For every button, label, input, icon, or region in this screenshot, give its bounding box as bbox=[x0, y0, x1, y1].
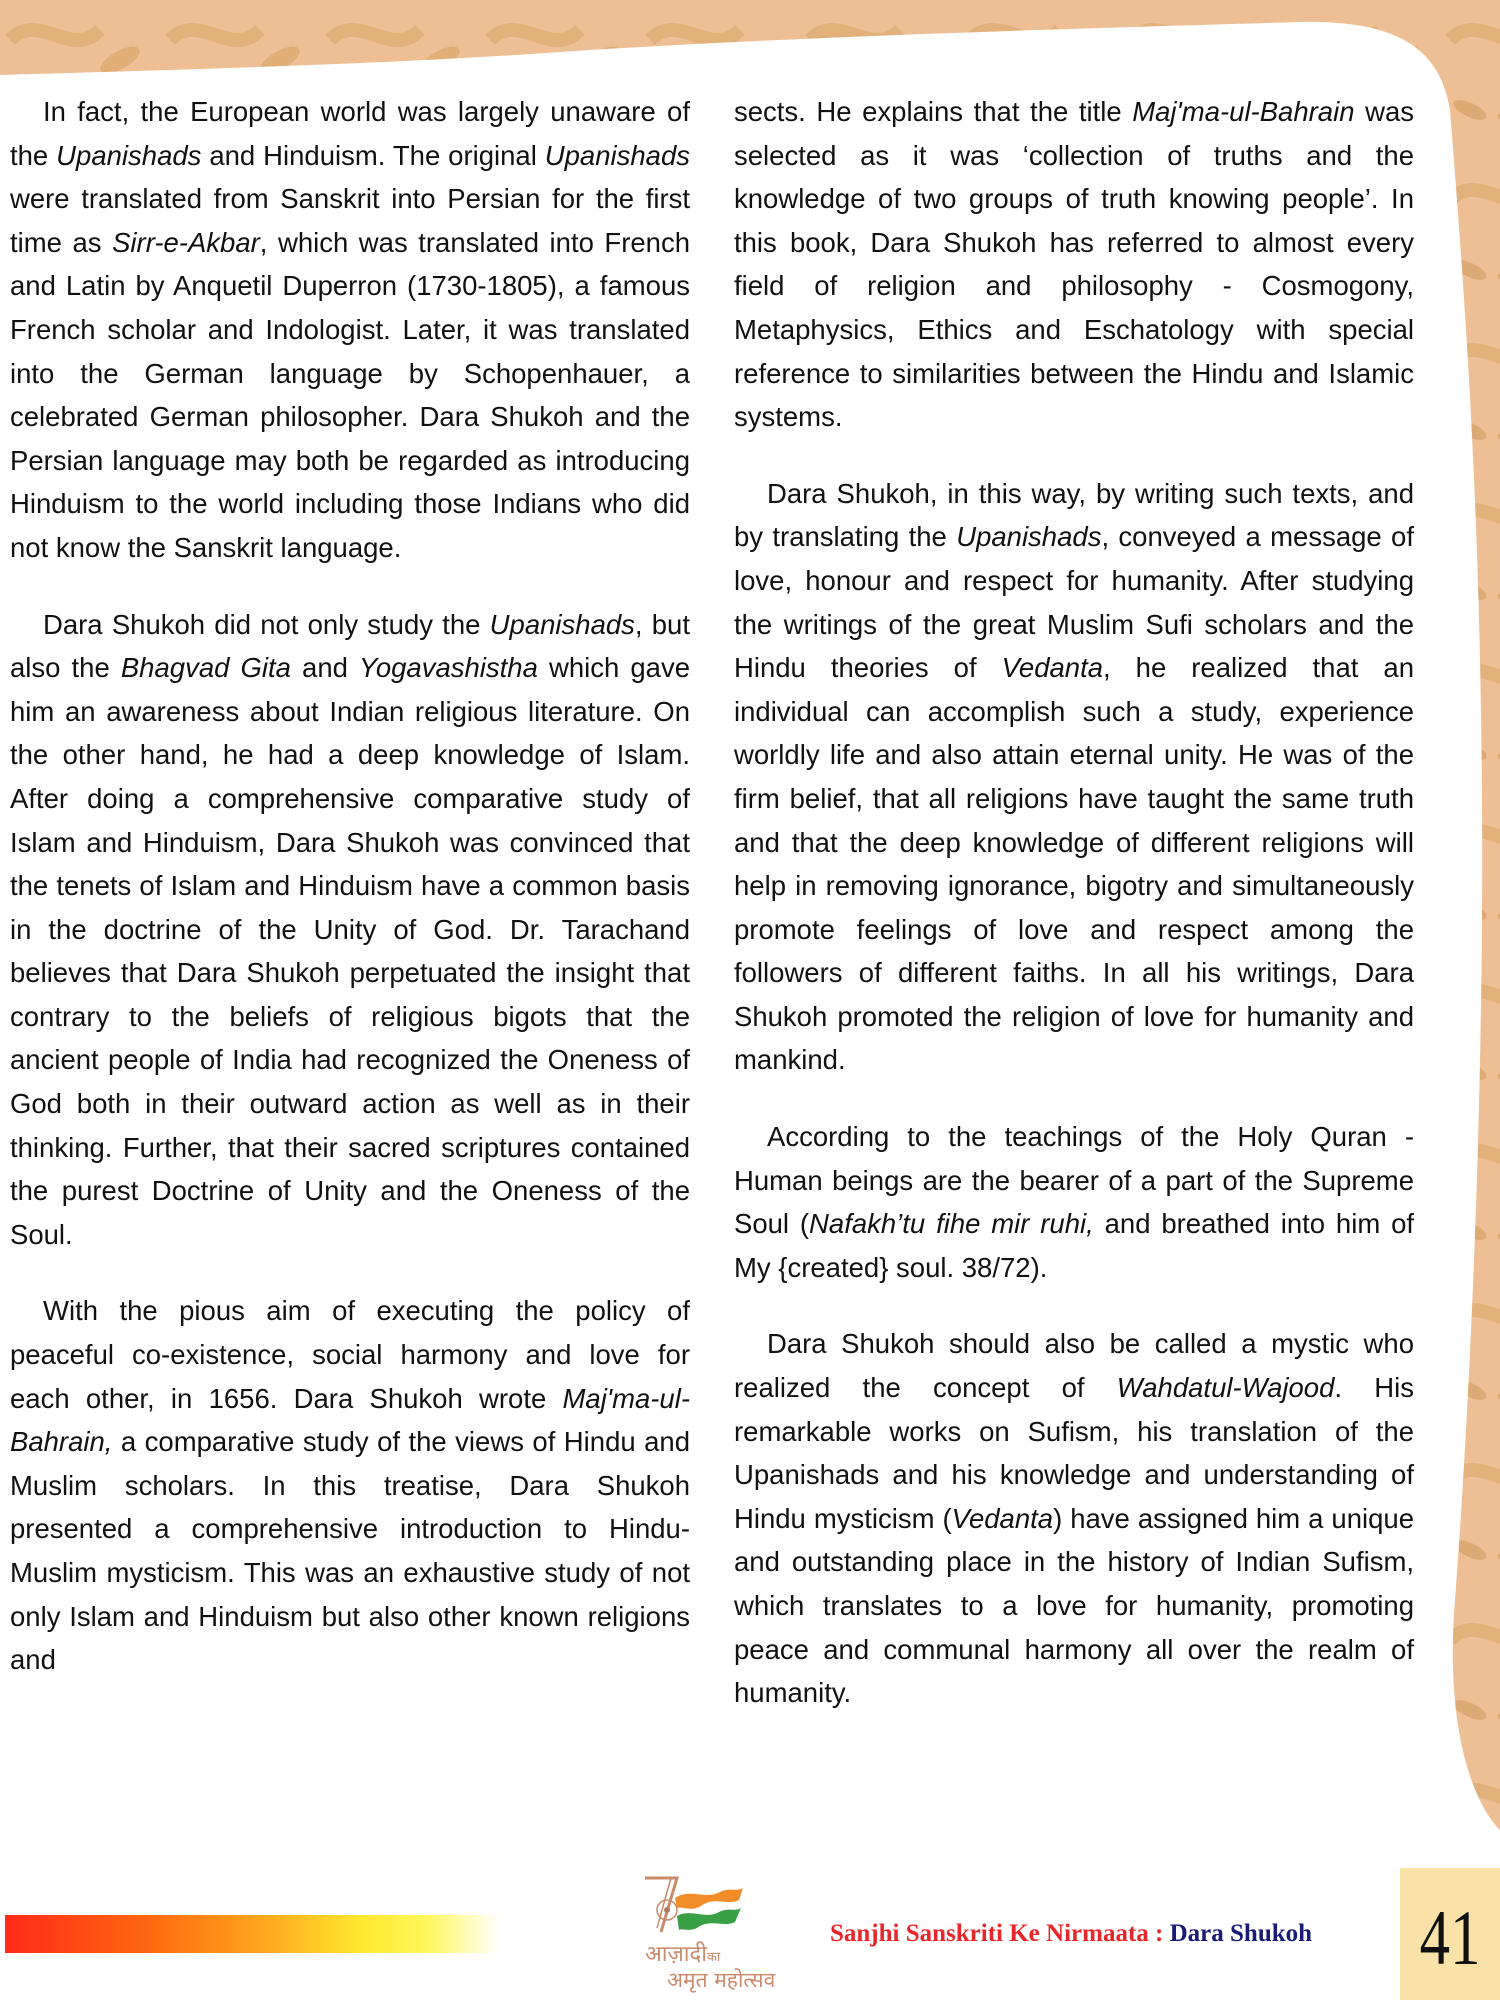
page-number-box bbox=[1400, 1868, 1500, 2000]
text-run: According to the teachings of the Holy Quran - Human beings are the bearer of a part of the Supreme Soul ( bbox=[734, 1121, 1414, 1240]
logo-text: आज़ादी bbox=[645, 1942, 707, 1967]
logo-hindi-line-1 bbox=[645, 1938, 720, 1968]
right-text-column bbox=[734, 90, 1414, 1748]
text-run: Dara Shukoh should also be called a mystic who realized the concept of bbox=[734, 1328, 1414, 1404]
paragraph bbox=[734, 90, 1414, 439]
text-run: sects. He explains that the title bbox=[734, 96, 1133, 127]
italic-term: Upanishads bbox=[489, 608, 635, 640]
paragraph bbox=[734, 472, 1414, 1082]
italic-term: Vedanta bbox=[951, 1502, 1054, 1534]
text-run: Dara Shukoh did not only study the bbox=[43, 608, 490, 640]
italic-term: Sirr-e-Akbar bbox=[112, 226, 260, 258]
italic-term: Upanishads bbox=[56, 139, 202, 171]
logo-hindi-line-2: अमृत महोत्सव bbox=[667, 1968, 776, 1992]
text-run: which gave him an awareness about Indian religious literature. On the other hand, he had a deep knowledge of Islam. After doing a comprehensive comparative study of Islam and Hinduism, Dara Shukoh was convinced that the tenets of Islam and Hinduism have a common basis in the doctrine of the Unity of God. Dr. Tarachand believes that Dara Shukoh perpetuated the insight that contrary to the beliefs of religious bigots that the ancient people of India had recognized the Oneness of God both in their outward action as well as in their thinking. Further, that their sacred scriptures contained the purest Doctrine of Unity and the Oneness of the Soul. bbox=[10, 652, 690, 1250]
paragraph bbox=[734, 1115, 1414, 1289]
footer-series-title: Sanjhi Sanskriti Ke Nirmaata : bbox=[830, 1920, 1170, 1947]
italic-term: Nafakh’tu fihe mir ruhi, bbox=[809, 1208, 1094, 1240]
text-run: and bbox=[290, 652, 359, 684]
italic-term: Bhagvad Gita bbox=[120, 652, 291, 684]
italic-term: Maj'ma-ul-Bahrain bbox=[1132, 96, 1355, 127]
text-run: Dara Shukoh, in this way, by writing such texts, and by translating the bbox=[734, 477, 1414, 553]
italic-term: Wahdatul-Wajood bbox=[1116, 1372, 1335, 1404]
page-number: 41 bbox=[1419, 1894, 1481, 1981]
paragraph bbox=[734, 1322, 1414, 1714]
paragraph bbox=[10, 90, 690, 570]
text-run: , he realized that an individual can accomplish such a study, experience worldly life and also attain eternal unity. He was of the firm belief, that all religions have taught the same truth and that the deep knowledge of different religions will help in removing ignorance, bigotry and simultaneously promote feelings of love and respect among the followers of different faiths. In all his writings, Dara Shukoh promoted the religion of love for humanity and mankind. bbox=[734, 652, 1414, 1076]
italic-term: Vedanta bbox=[1001, 652, 1104, 684]
paragraph bbox=[10, 1289, 690, 1681]
italic-term: Maj'ma-ul-Bahrain, bbox=[10, 1382, 690, 1458]
footer-subject-name: Dara Shukoh bbox=[1169, 1920, 1313, 1947]
text-run: a comparative study of the views of Hindu and Muslim scholars. In this treatise, Dara Shukoh presented a comprehensive introduction to Hindu-Muslim mysticism. This was an exhaustive study of not only Islam and Hinduism but also other known religions and bbox=[10, 1426, 690, 1676]
gradient-decorative-bar bbox=[5, 1915, 500, 1953]
text-run: were translated from Sanskrit into Persian for the first time as bbox=[10, 183, 690, 258]
azadi-ka-amrit-mahotsav-logo bbox=[605, 1870, 785, 1995]
text-run: ) have assigned him a unique and outstanding place in the history of Indian Sufism, which translates to a love for humanity, promoting peace and communal harmony all over the realm of humanity. bbox=[734, 1502, 1415, 1709]
logo-text-small: का bbox=[706, 1950, 721, 1965]
running-footer-title bbox=[830, 1920, 1312, 1948]
flag-75-icon bbox=[605, 1870, 785, 1940]
text-run: . His remarkable works on Sufism, his translation of the Upanishads and his knowledge and understanding of Hindu mysticism ( bbox=[734, 1372, 1414, 1534]
italic-term: Yogavashistha bbox=[359, 652, 538, 684]
text-run: and Hinduism. The original bbox=[201, 139, 545, 171]
left-text-column bbox=[10, 90, 690, 1715]
text-run: , conveyed a message of love, honour and respect for humanity. After studying the writings of the great Muslim Sufi scholars and the Hindu theories of bbox=[734, 521, 1414, 684]
text-run: was selected as it was ‘collection of truths and the knowledge of two groups of truth knowing people’. In this book, Dara Shukoh has referred to almost every field of religion and philosophy - Cosmogony, Metaphysics, Ethics and Eschatology with special reference to similarities between the Hindu and Islamic systems. bbox=[734, 96, 1414, 433]
text-run: and breathed into him of My {created} soul. 38/72). bbox=[734, 1208, 1415, 1283]
text-run: , but also the bbox=[10, 608, 690, 684]
italic-term: Upanishads bbox=[956, 521, 1102, 553]
text-run: , which was translated into French and Latin by Anquetil Duperron (1730-1805), a famous French scholar and Indologist. Later, it was translated into the German language by Schopenhauer, a celebrated German philosopher. Dara Shukoh and the Persian language may both be regarded as introducing Hinduism to the world including those Indians who did not know the Sanskrit language. bbox=[10, 226, 691, 563]
italic-term: Upanishads bbox=[544, 139, 690, 171]
text-run: In fact, the European world was largely unaware of the bbox=[10, 96, 690, 171]
text-run: With the pious aim of executing the policy of peaceful co-existence, social harmony and love for each other, in 1656. Dara Shukoh wrote bbox=[10, 1295, 690, 1414]
paragraph bbox=[10, 603, 690, 1257]
